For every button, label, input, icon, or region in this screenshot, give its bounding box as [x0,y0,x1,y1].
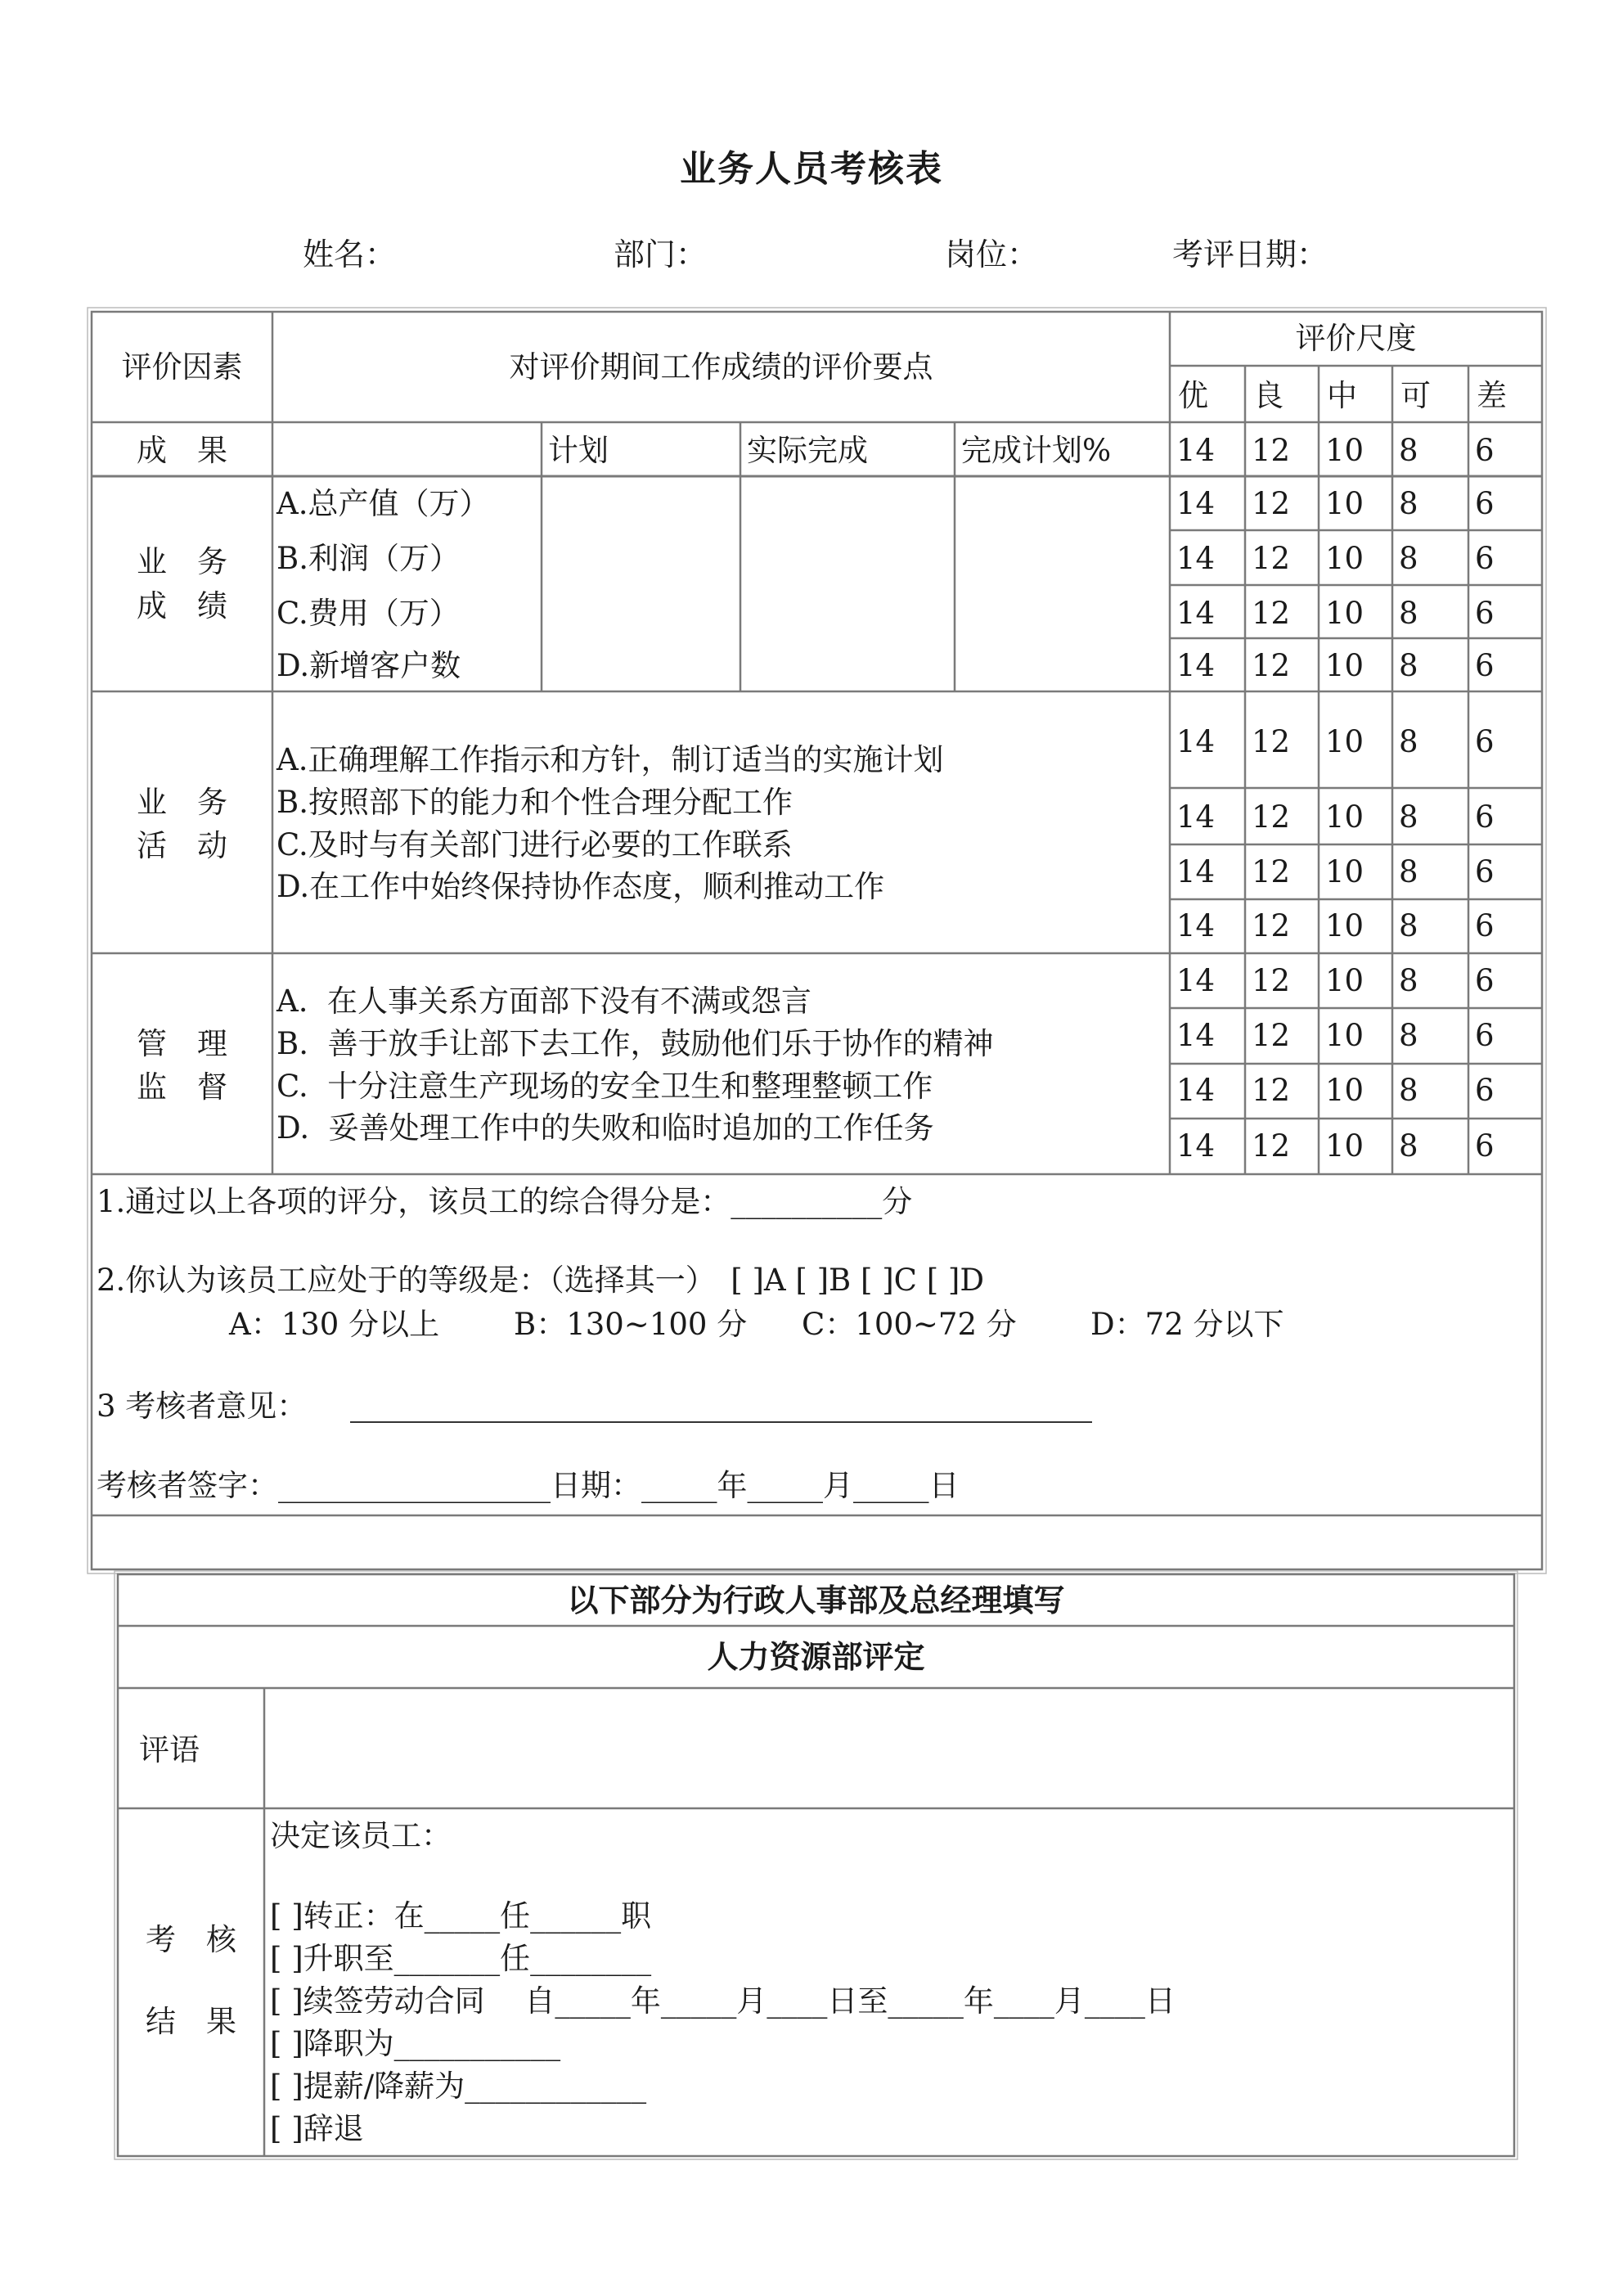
result-label-2: 结 果 [146,2004,236,2039]
list-item: D. 妥善处理工作中的失败和临时追加的工作任务 [276,1110,934,1146]
review-date-label: 考评日期： [1172,236,1329,272]
score-cell[interactable]: 14 [1176,854,1216,889]
score-cell[interactable]: 8 [1399,1018,1418,1053]
score-cell[interactable]: 8 [1399,648,1418,683]
hr-banner: 以下部分为行政人事部及总经理填写 [567,1582,1065,1618]
grade-excellent: 优 [1178,378,1208,413]
list-item: C. 十分注意生产现场的安全卫生和整理整顿工作 [276,1069,933,1104]
score-cell[interactable]: 12 [1252,541,1291,576]
option-confirm[interactable]: [ ]转正：在_____任______职 [270,1898,652,1934]
score-cell[interactable]: 14 [1176,1073,1216,1108]
score-cell[interactable]: 14 [1176,724,1216,759]
option-demote[interactable]: [ ]降职为___________ [270,2026,561,2061]
section-performance-label-1: 业 务 [137,544,227,579]
score-cell[interactable]: 6 [1475,1018,1495,1053]
reviewer-signature-line: 考核者签字：__________________日期：_____年_____月_____日 [97,1468,960,1503]
score-cell[interactable]: 12 [1252,1018,1291,1053]
score-cell[interactable]: 10 [1325,724,1364,759]
option-dismiss[interactable]: [ ]辞退 [270,2111,364,2146]
score-cell[interactable]: 12 [1252,724,1291,759]
name-label: 姓名： [303,236,397,272]
score-cell[interactable]: 14 [1176,1128,1216,1164]
score-cell[interactable]: 10 [1325,486,1364,521]
grade-c-desc: C：100~72 分 [802,1307,1017,1342]
score-cell[interactable]: 14 [1176,433,1216,468]
option-salary-change[interactable]: [ ]提薪/降薪为____________ [270,2069,647,2104]
score-cell[interactable]: 8 [1399,596,1418,631]
score-cell[interactable]: 12 [1252,1073,1291,1108]
score-cell[interactable]: 10 [1325,854,1364,889]
section-activity-label-2: 活 动 [137,828,227,863]
percent-header: 完成计划% [961,433,1112,468]
score-cell[interactable]: 10 [1325,1073,1364,1108]
section-activity-label-1: 业 务 [137,785,227,820]
score-cell[interactable]: 10 [1325,908,1364,943]
grade-d-desc: D：72 分以下 [1090,1307,1284,1342]
list-item: A.总产值（万） [276,486,490,521]
score-cell[interactable]: 6 [1475,908,1495,943]
score-cell[interactable]: 14 [1176,486,1216,521]
department-label: 部门： [614,236,708,272]
grade-fair: 可 [1400,378,1431,413]
score-cell[interactable]: 6 [1475,433,1495,468]
score-cell[interactable]: 6 [1475,1073,1495,1108]
score-cell[interactable]: 12 [1252,799,1291,835]
score-cell[interactable]: 12 [1252,854,1291,889]
option-promote[interactable]: [ ]升职至_______任________ [270,1941,652,1976]
section-management-label-2: 监 督 [137,1069,227,1105]
score-cell[interactable]: 12 [1252,433,1291,468]
score-cell[interactable]: 6 [1475,541,1495,576]
results-row-label: 成 果 [137,433,227,468]
score-cell[interactable]: 14 [1176,799,1216,835]
score-cell[interactable]: 8 [1399,541,1418,576]
score-cell[interactable]: 8 [1399,799,1418,835]
list-item: C.及时与有关部门进行必要的工作联系 [276,827,793,862]
total-score-line: 1.通过以上各项的评分，该员工的综合得分是：__________分 [97,1184,913,1219]
list-item: B.利润（万） [276,541,460,576]
list-item: D.在工作中始终保持协作态度，顺利推动工作 [276,869,885,904]
score-cell[interactable]: 6 [1475,799,1495,835]
grade-average: 中 [1327,378,1357,413]
grade-b-desc: B：130~100 分 [514,1307,748,1342]
score-cell[interactable]: 12 [1252,648,1291,683]
hr-subtitle: 人力资源部评定 [707,1639,925,1675]
score-cell[interactable]: 14 [1176,596,1216,631]
comment-label: 评语 [139,1732,200,1767]
score-cell[interactable]: 6 [1475,596,1495,631]
score-cell[interactable]: 8 [1399,1073,1418,1108]
list-item: B. 善于放手让部下去工作，鼓励他们乐于协作的精神 [276,1026,994,1061]
reviewer-opinion-label: 3 考核者意见： [97,1389,308,1424]
score-cell[interactable]: 8 [1399,854,1418,889]
score-cell[interactable]: 12 [1252,486,1291,521]
score-cell[interactable]: 10 [1325,1128,1364,1164]
grade-good: 良 [1253,378,1284,413]
score-cell[interactable]: 6 [1475,854,1495,889]
score-cell[interactable]: 12 [1252,596,1291,631]
position-label: 岗位： [945,236,1039,272]
col-header-scale: 评价尺度 [1295,321,1417,356]
col-header-factor: 评价因素 [121,349,243,385]
list-item: D.新增客户数 [276,648,461,683]
score-cell[interactable]: 6 [1475,648,1495,683]
score-cell[interactable]: 6 [1475,1128,1495,1164]
score-cell[interactable]: 8 [1399,724,1418,759]
score-cell[interactable]: 8 [1399,486,1418,521]
option-renew-contract[interactable]: [ ]续签劳动合同 自_____年_____月____日至_____年____月____日 [270,1983,1176,2019]
decision-intro: 决定该员工： [270,1818,452,1853]
score-cell[interactable]: 10 [1325,596,1364,631]
section-management-label-1: 管 理 [137,1026,227,1061]
score-cell[interactable]: 8 [1399,1128,1418,1164]
actual-header: 实际完成 [747,433,868,468]
score-cell[interactable]: 14 [1176,1018,1216,1053]
score-cell[interactable]: 10 [1325,648,1364,683]
list-item: C.费用（万） [276,596,460,631]
score-cell[interactable]: 12 [1252,1128,1291,1164]
score-cell[interactable]: 6 [1475,486,1495,521]
score-cell[interactable]: 14 [1176,963,1216,998]
score-cell[interactable]: 12 [1252,908,1291,943]
score-cell[interactable]: 8 [1399,963,1418,998]
score-cell[interactable]: 14 [1176,541,1216,576]
list-item: A.正确理解工作指示和方针，制订适当的实施计划 [276,742,944,777]
grade-a-desc: A：130 分以上 [229,1307,440,1342]
score-cell[interactable]: 8 [1399,908,1418,943]
score-cell[interactable]: 8 [1399,433,1418,468]
score-cell[interactable]: 6 [1475,724,1495,759]
plan-header: 计划 [548,433,609,468]
score-cell[interactable]: 10 [1325,541,1364,576]
page-title: 业务人员考核表 [680,148,943,190]
list-item: A. 在人事关系方面部下没有不满或怨言 [276,984,812,1019]
grade-poor: 差 [1477,378,1507,413]
section-performance-label-2: 成 绩 [137,588,227,624]
score-cell[interactable]: 10 [1325,963,1364,998]
score-cell[interactable]: 10 [1325,799,1364,835]
score-cell[interactable]: 12 [1252,963,1291,998]
score-cell[interactable]: 6 [1475,963,1495,998]
score-cell[interactable]: 10 [1325,1018,1364,1053]
grade-choice-line: 2.你认为该员工应处于的等级是：（选择其一） [ ]A [ ]B [ ]C [ ]D [97,1263,984,1298]
list-item: B.按照部下的能力和个性合理分配工作 [276,785,793,820]
result-label-1: 考 核 [146,1922,236,1957]
score-cell[interactable]: 10 [1325,433,1364,468]
score-cell[interactable]: 14 [1176,908,1216,943]
score-cell[interactable]: 14 [1176,648,1216,683]
col-header-points: 对评价期间工作成绩的评价要点 [509,349,933,385]
